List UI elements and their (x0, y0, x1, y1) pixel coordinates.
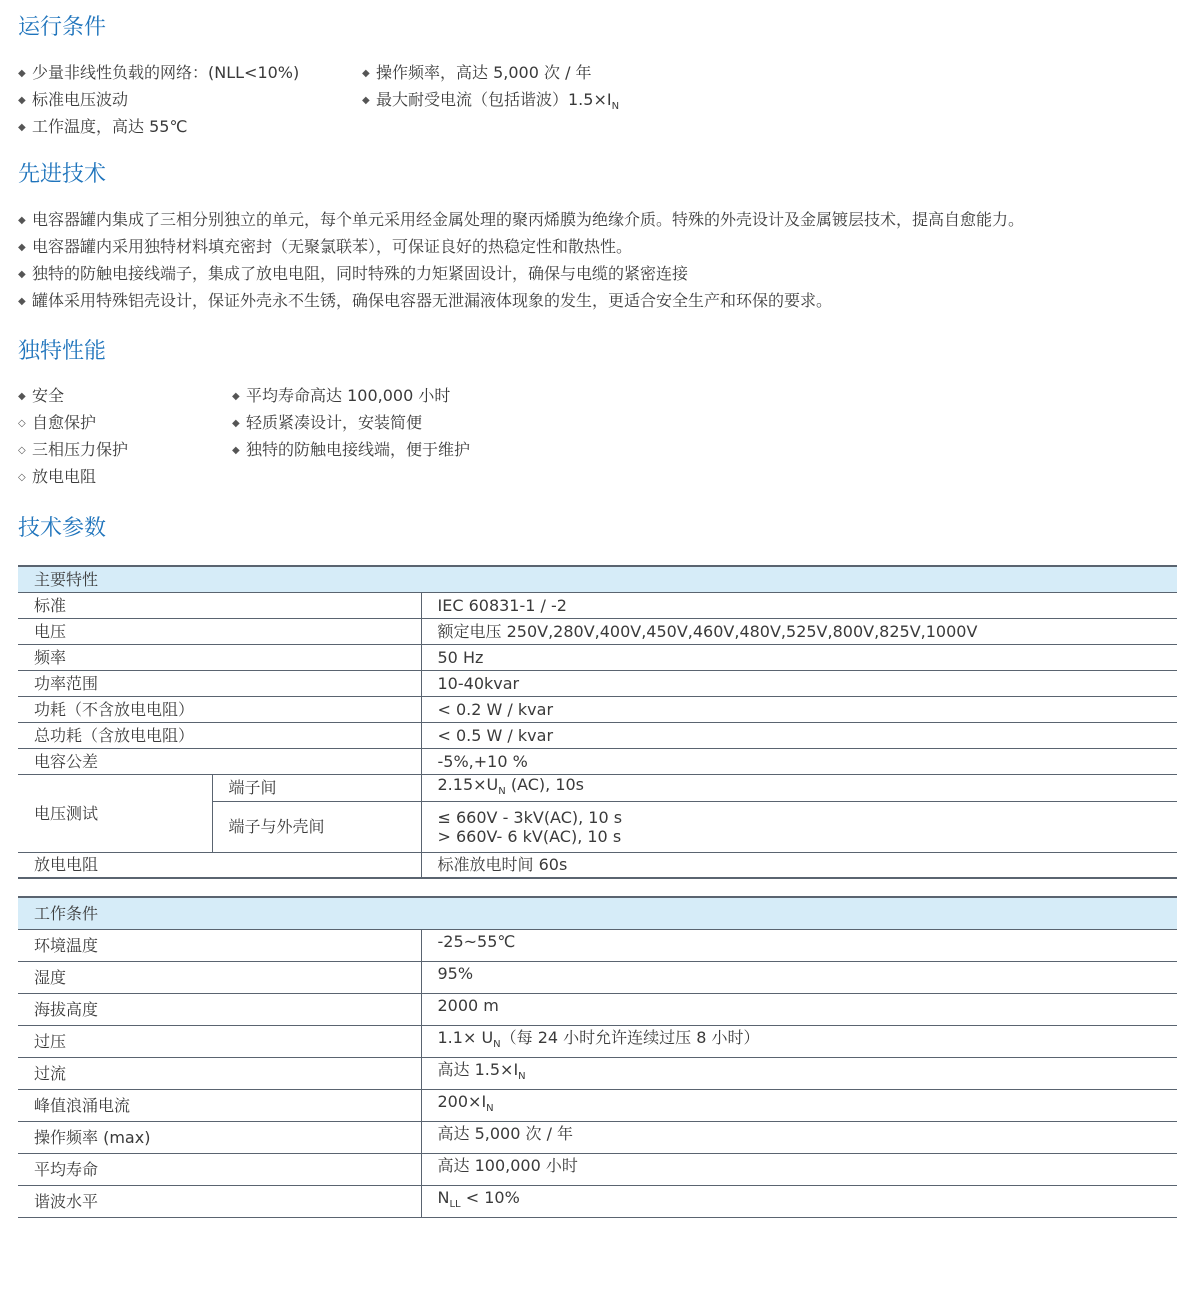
hollow-diamond-bullet-icon: ◇ (18, 418, 26, 429)
table-header-row (18, 897, 1177, 929)
table-row (18, 722, 1177, 748)
row-value: < 0.5 W / kvar (421, 722, 1177, 748)
row-value: ≤ 660V - 3kV(AC), 10 s > 660V- 6 kV(AC), 10 s (421, 801, 1177, 852)
diamond-bullet-icon: ◆ (232, 391, 240, 402)
row-label: 海拔高度 (18, 993, 421, 1025)
working-conditions-table (18, 896, 1177, 1218)
row-value: 高达 5,000 次 / 年 (421, 1121, 1177, 1153)
table-row (18, 929, 1177, 961)
row-value: 50 Hz (421, 644, 1177, 670)
table-row (18, 644, 1177, 670)
diamond-bullet-icon: ◆ (362, 95, 370, 106)
table-row (18, 1185, 1177, 1217)
row-value: 标准放电时间 60s (421, 852, 1177, 878)
list-item: ◆ 电容器罐内采用独特材料填充密封（无聚氯联苯），可保证良好的热稳定性和散热性。 (18, 236, 632, 259)
row-sublabel: 端子与外壳间 (212, 801, 421, 852)
row-value: 95% (421, 961, 1177, 993)
list-item: ◆ 罐体采用特殊铝壳设计，保证外壳永不生锈，确保电容器无泄漏液体现象的发生，更适合安全生产和环保的要求。 (18, 290, 832, 313)
list-item: ◆ 独特的防触电接线端，便于维护 (232, 439, 470, 462)
diamond-bullet-icon: ◆ (18, 68, 26, 79)
row-value: IEC 60831-1 / -2 (421, 592, 1177, 618)
table-row (18, 1057, 1177, 1089)
row-label: 操作频率 (max) (18, 1121, 421, 1153)
table-header: 工作条件 (18, 897, 1177, 929)
diamond-bullet-icon: ◆ (18, 296, 26, 307)
diamond-bullet-icon: ◆ (18, 242, 26, 253)
diamond-bullet-icon: ◆ (18, 122, 26, 133)
row-label: 峰值浪涌电流 (18, 1089, 421, 1121)
row-label: 放电电阻 (18, 852, 421, 878)
row-label: 平均寿命 (18, 1153, 421, 1185)
diamond-bullet-icon: ◆ (362, 68, 370, 79)
list-item: ◆ 少量非线性负载的网络：(NLL<10%) (18, 62, 299, 85)
row-value: 高达 $1.5\times I_N$ (421, 1057, 1177, 1089)
row-label: 电压测试 (18, 774, 212, 852)
row-value: -25~55℃ (421, 929, 1177, 961)
table-row (18, 852, 1177, 878)
list-item: ◆ 标准电压波动 (18, 89, 128, 112)
main-specs-table (18, 565, 1177, 879)
section-title-operating: 运行条件 (18, 15, 107, 40)
diamond-bullet-icon: ◆ (18, 95, 26, 106)
table-header: 主要特性 (18, 566, 1177, 592)
table-row (18, 774, 1177, 801)
hollow-diamond-bullet-icon: ◇ (18, 472, 26, 483)
list-item: ◆ 轻质紧凑设计，安装简便 (232, 412, 422, 435)
diamond-bullet-icon: ◆ (232, 418, 240, 429)
row-value: -5%,+10 % (421, 748, 1177, 774)
table-row (18, 993, 1177, 1025)
row-label: 标准 (18, 592, 421, 618)
diamond-bullet-icon: ◆ (18, 269, 26, 280)
table-row (18, 696, 1177, 722)
row-label: 功率范围 (18, 670, 421, 696)
row-value: $200\times I_N$ (421, 1089, 1177, 1121)
list-item: ◆ 电容器罐内集成了三相分别独立的单元，每个单元采用经金属处理的聚丙烯膜为绝缘介质。特殊的外壳设计及金属镀层技术，提高自愈能力。 (18, 209, 1024, 232)
table-row (18, 1121, 1177, 1153)
table-row (18, 670, 1177, 696)
list-item: ◆ 工作温度，高达 55℃ (18, 116, 187, 139)
list-item: ◆ 平均寿命高达 100,000 小时 (232, 385, 450, 408)
row-label: 频率 (18, 644, 421, 670)
row-label: 环境温度 (18, 929, 421, 961)
diamond-bullet-icon: ◆ (18, 215, 26, 226)
list-item: ◆ 操作频率，高达 5,000 次 / 年 (362, 62, 592, 85)
row-value: $2.15\times U_N$ (AC), 10s (421, 774, 1177, 801)
table-row (18, 748, 1177, 774)
table-row (18, 961, 1177, 993)
row-label: 过压 (18, 1025, 421, 1057)
diamond-bullet-icon: ◆ (18, 391, 26, 402)
list-item: ◇ 自愈保护 (18, 412, 96, 435)
row-label: 过流 (18, 1057, 421, 1089)
table-row (18, 618, 1177, 644)
row-label: 功耗（不含放电电阻） (18, 696, 421, 722)
row-value: 10-40kvar (421, 670, 1177, 696)
row-value: $N_{LL} < 10\%$ (421, 1185, 1177, 1217)
list-item: ◇ 三相压力保护 (18, 439, 128, 462)
row-label: 电压 (18, 618, 421, 644)
row-value: 额定电压 250V,280V,400V,450V,460V,480V,525V,800V,825V,1000V (421, 618, 1177, 644)
table-header-row (18, 566, 1177, 592)
row-value: $1.1\times U_N$（每 24 小时允许连续过压 8 小时） (421, 1025, 1177, 1057)
table-row (18, 1153, 1177, 1185)
section-title-params: 技术参数 (18, 516, 107, 541)
row-label: 湿度 (18, 961, 421, 993)
row-value: 2000 m (421, 993, 1177, 1025)
list-item: ◆ 最大耐受电流（包括谐波）$1.5\times I_N$ (362, 90, 620, 113)
row-label: 谐波水平 (18, 1185, 421, 1217)
row-value: < 0.2 W / kvar (421, 696, 1177, 722)
table-row (18, 1089, 1177, 1121)
diamond-bullet-icon: ◆ (232, 445, 240, 456)
list-item: ◆ 安全 (18, 385, 64, 408)
row-label: 总功耗（含放电电阻） (18, 722, 421, 748)
row-label: 电容公差 (18, 748, 421, 774)
list-item: ◆ 独特的防触电接线端子，集成了放电电阻，同时特殊的力矩紧固设计，确保与电缆的紧密连接 (18, 263, 688, 286)
list-item: ◇ 放电电阻 (18, 466, 96, 489)
row-value: 高达 100,000 小时 (421, 1153, 1177, 1185)
section-title-unique: 独特性能 (18, 339, 107, 364)
section-title-advanced: 先进技术 (18, 162, 107, 187)
hollow-diamond-bullet-icon: ◇ (18, 445, 26, 456)
table-row (18, 1025, 1177, 1057)
row-sublabel: 端子间 (212, 774, 421, 801)
table-row (18, 592, 1177, 618)
